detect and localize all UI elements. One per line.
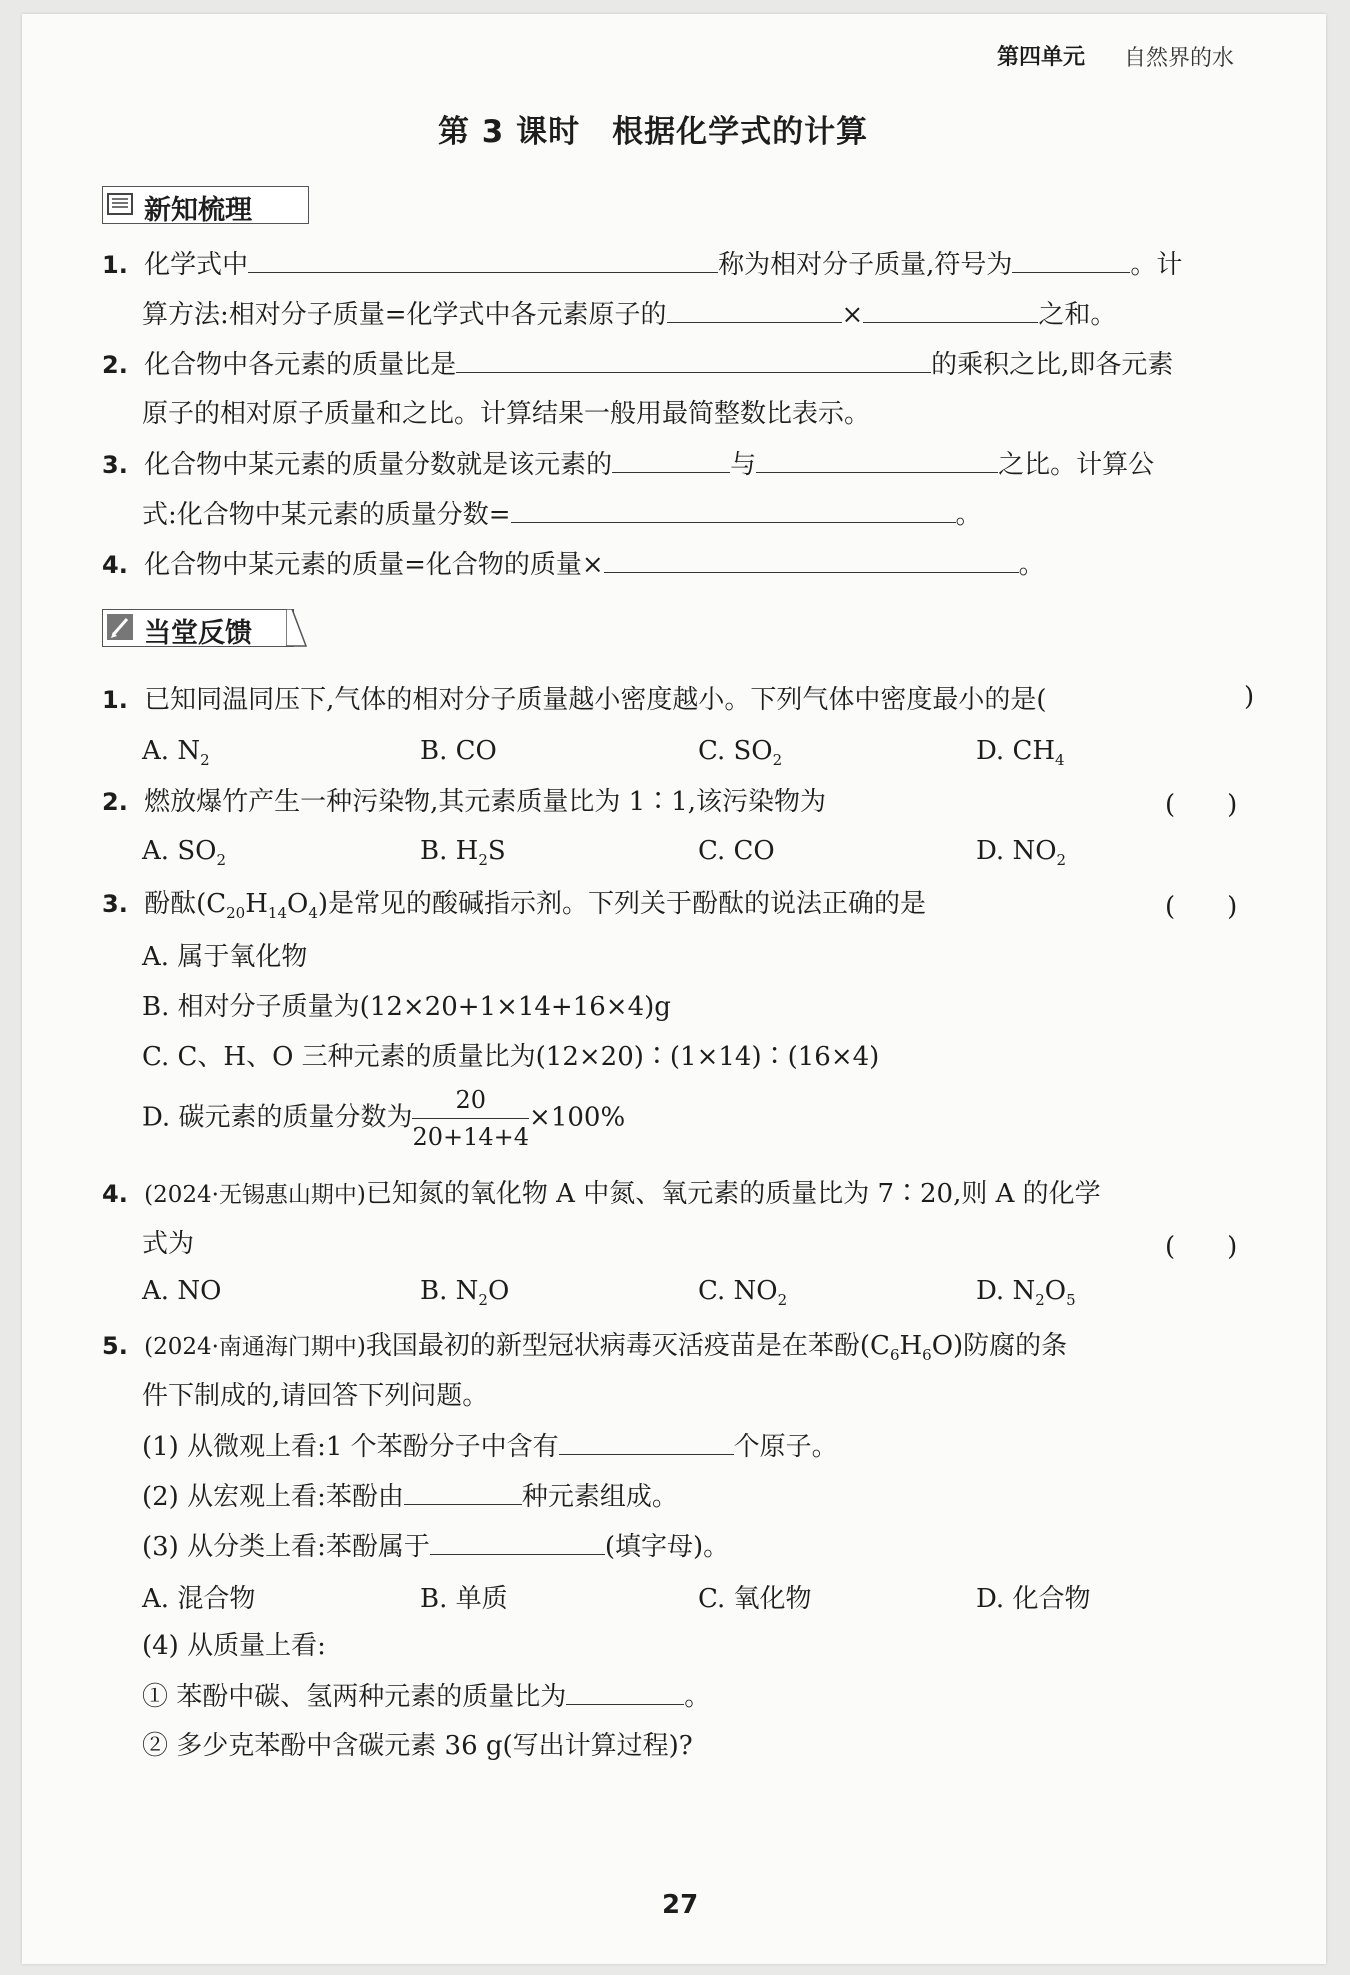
f-q4-option-d: D. $N_2O_5$ [976,1276,1076,1309]
page-title: 第 3 课时 根据化学式的计算 [438,114,869,150]
k-q4-line1: 4. 化合物中某元素的质量=化合物的质量× 。 [102,546,1045,583]
f-q5-part3: (3) 从分类上看:苯酚属于 (填字母)。 [142,1528,729,1565]
f-q1-option-d: D. $CH_4$ [976,736,1065,769]
unit-label: 第四单元 [997,45,1086,70]
f-q2-option-d: D. $NO_2$ [976,836,1067,869]
k-q1-line1: 1. 化学式中 称为相对分子质量,符号为 。计 [102,246,1182,283]
f-q3-option-a: A. 属于氧化物 [142,942,308,972]
unit-name: 自然界的水 [1124,46,1235,71]
section-knowledge-label: 新知梳理 [144,195,252,226]
book-icon [106,191,136,217]
f-q4-answer-paren: ( ) [1165,1232,1238,1262]
f-q5-stem-line2: 件下制成的,请回答下列问题。 [142,1381,489,1411]
f-q3-option-b: B. 相对分子质量为(12×20+1×14+16×4)g [142,992,671,1022]
page-number: 27 [662,1890,699,1920]
workbook-page [22,14,1326,1964]
section-feedback [102,609,322,647]
f-q5-part4-2: ② 多少克苯酚中含碳元素 36 g(写出计算过程)? [142,1731,693,1761]
f-q1-option-c: C. $SO_2$ [698,736,783,769]
f-q2-stem: 2. 燃放爆竹产生一种污染物,其元素质量比为 1∶1,该污染物为 [102,787,826,817]
f-q2-option-c: C. CO [698,836,775,866]
pen-icon [106,613,136,641]
f-q5-part1: (1) 从微观上看:1 个苯酚分子中含有 个原子。 [142,1428,838,1465]
f-q3-answer-paren: ( ) [1165,892,1238,922]
section-feedback-label: 当堂反馈 [144,618,252,649]
f-q4-stem-line2: 式为 [142,1229,195,1259]
f-q5-part4-1: ① 苯酚中碳、氢两种元素的质量比为 。 [142,1678,710,1715]
f-q4-stem: 4. (2024·无锡惠山期中)已知氮的氧化物 A 中氮、氧元素的质量比为 7∶20,则 A 的化学 [102,1179,1101,1209]
f-q2-option-b: B. $H_2S$ [420,836,506,869]
k-q3-line2: 式:化合物中某元素的质量分数= 。 [142,496,982,533]
f-q5-option-a: A. 混合物 [142,1584,256,1614]
f-q3-stem: 3. 酚酞$(C_{20}H_{14}O_4)$是常见的酸碱指示剂。下列关于酚酞的说法正确的是 [102,889,927,922]
k-q2-line2: 原子的相对原子质量和之比。计算结果一般用最简整数比表示。 [142,399,871,429]
k-q2-line1: 2. 化合物中各元素的质量比是 的乘积之比,即各元素 [102,346,1173,383]
f-q1-stem: 1. 已知同温同压下,气体的相对分子质量越小密度越小。下列气体中密度最小的是( [102,685,1047,715]
f-q4-option-b: B. $N_2O$ [420,1276,510,1309]
section-feedback-tab [286,609,308,648]
f-q5-option-d: D. 化合物 [976,1584,1091,1614]
f-q3-option-c: C. C、H、O 三种元素的质量比为(12×20)∶(1×14)∶(16×4) [142,1042,880,1072]
k-q3-line1: 3. 化合物中某元素的质量分数就是该元素的 与 之比。计算公 [102,446,1154,483]
f-q4-option-a: A. NO [142,1276,222,1306]
f-q1-option-b: B. CO [420,736,497,766]
f-q5-part4: (4) 从质量上看: [142,1631,326,1661]
f-q1-option-a: A. $N_2$ [142,736,210,769]
f-q3-option-d: D. 碳元素的质量分数为 $\frac{20}{20+14+4}$ ×100% [142,1086,626,1151]
f-q5-option-c: C. 氧化物 [698,1584,812,1614]
f-q2-answer-paren: ( ) [1165,790,1238,820]
section-knowledge [102,186,312,224]
f-q2-option-a: A. $SO_2$ [142,836,226,869]
f-q5-option-b: B. 单质 [420,1584,508,1614]
f-q4-option-c: C. $NO_2$ [698,1276,788,1309]
k-q1-line2: 算方法:相对分子质量=化学式中各元素原子的 × 之和。 [142,296,1116,333]
f-q5-stem: 5. (2024·南通海门期中)我国最初的新型冠状病毒灭活疫苗是在苯酚$(C_6H_6O)$防腐的条 [102,1331,1068,1364]
fraction: $\frac{20}{20+14+4}$ [412,1086,530,1151]
f-q5-part2: (2) 从宏观上看:苯酚由 种元素组成。 [142,1478,678,1515]
f-q1-close-paren: ) [1244,682,1255,712]
